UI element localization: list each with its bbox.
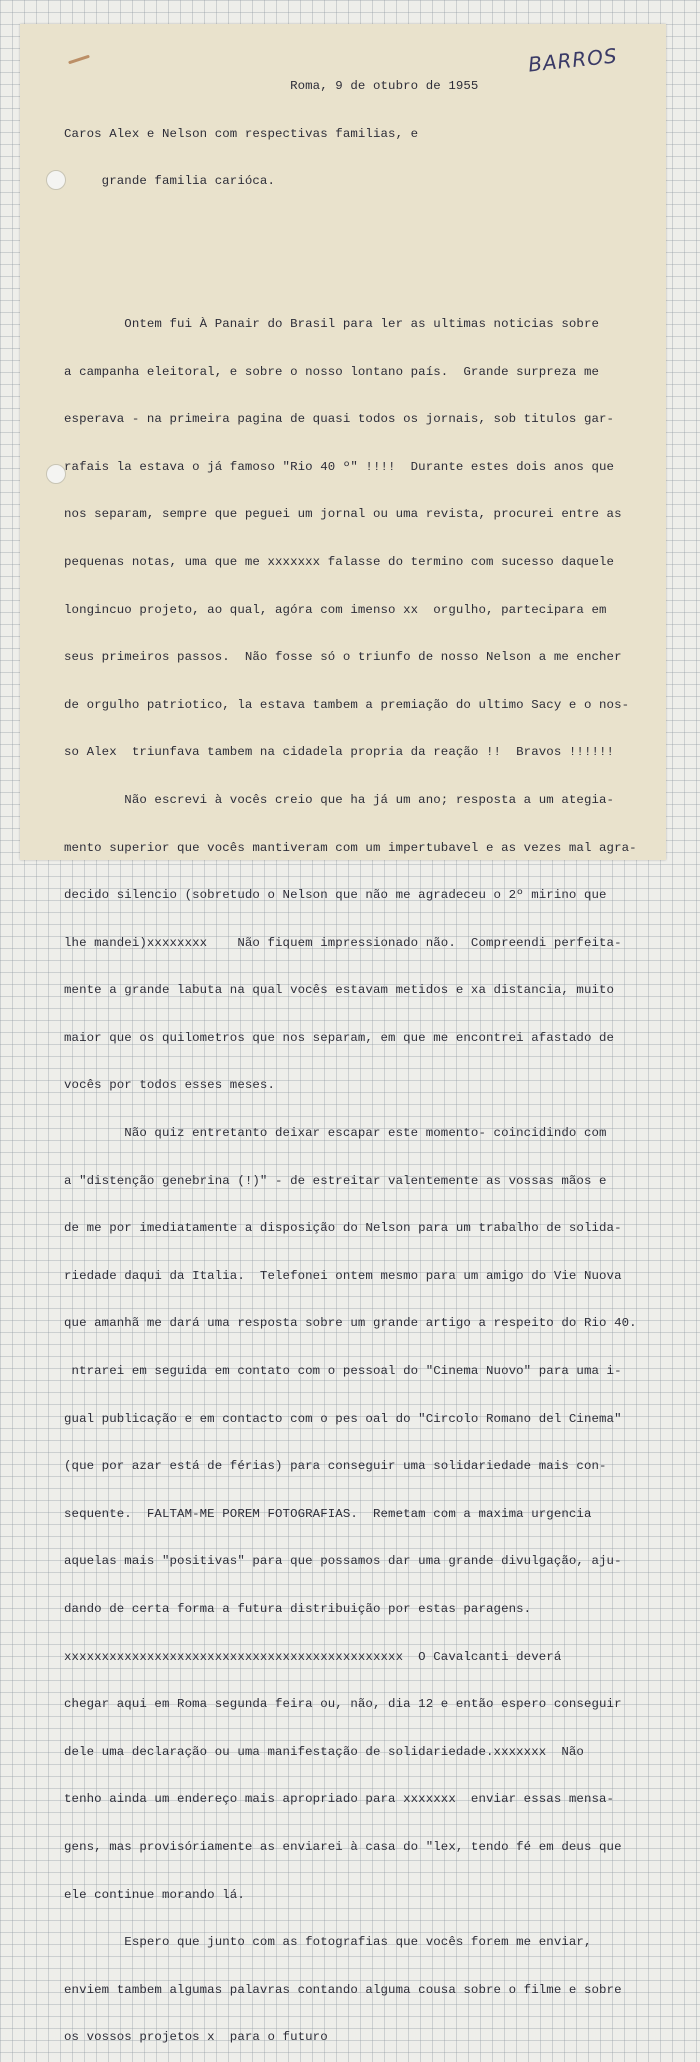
letter-line: Espero que junto com as fotografias que vocês forem me enviar, <box>64 1935 592 1950</box>
letter-line: esperava - na primeira pagina de quasi todos os jornais, sob titulos gar- <box>64 412 615 427</box>
letter-line: lhe mandei)xxxxxxxx Não fiquem impressionado não. Compreendi perfeita- <box>64 935 622 950</box>
letter-line: riedade daqui da Italia. Telefonei ontem mesmo para um amigo do Vie Nuova <box>64 1268 622 1283</box>
letter-line: longincuo projeto, ao qual, agóra com imenso xx orgulho, partecipara em <box>64 602 607 617</box>
letter-line: dele uma declaração ou uma manifestação de solidariedade.xxxxxxx Não <box>64 1744 584 1759</box>
letter-line: a "distenção genebrina (!)" - de estreitar valentemente as vossas mãos e <box>64 1173 607 1188</box>
letter-line: ntrarei em seguida em contato com o pessoal do "Cinema Nuovo" para uma i- <box>64 1364 622 1379</box>
letter-line: sequente. FALTAM-ME POREM FOTOGRAFIAS. Remetam com a maxima urgencia <box>64 1506 592 1521</box>
letter-line: gual publicação e em contacto com o pes oal do "Circolo Romano del Cinema" <box>64 1411 622 1426</box>
letter-line: mento superior que vocês mantiveram com um impertubavel e as vezes mal agra- <box>64 840 637 855</box>
letter-line: rafais la estava o já famoso "Rio 40 º" !!!! Durante estes dois anos que <box>64 459 615 474</box>
letter-line <box>64 220 664 240</box>
letter-line: nos separam, sempre que peguei um jornal ou uma revista, procurei entre as <box>64 507 622 522</box>
letter-line: grande familia carióca. <box>64 174 275 189</box>
letter-line: de orgulho patriotico, la estava tambem a premiação do ultimo Sacy e o nos- <box>64 697 630 712</box>
letter-line: gens, mas provisóriamente as enviarei à casa do "lex, tendo fé em deus que <box>64 1839 622 1854</box>
letter-line: Roma, 9 de otubro de 1955 <box>64 79 479 93</box>
letter-line: maior que os quilometros que nos separam, em que me encontrei afastado de <box>64 1030 615 1045</box>
letter-line: Não quiz entretanto deixar escapar este momento- coincidindo com <box>64 1126 607 1141</box>
letter-line: decido silencio (sobretudo o Nelson que não me agradeceu o 2º mirino que <box>64 888 607 903</box>
letter-line <box>64 267 664 287</box>
letter-line: enviem tambem algumas palavras contando alguma cousa sobre o filme e sobre <box>64 1982 622 1997</box>
letter-line: pequenas notas, uma que me xxxxxxx falasse do termino com sucesso daquele <box>64 554 615 569</box>
letter-line: vocês por todos esses meses. <box>64 1078 275 1093</box>
letter-line: a campanha eleitoral, e sobre o nosso lontano país. Grande surpreza me <box>64 364 600 379</box>
letter-line: aquelas mais "positivas" para que possamos dar uma grande divulgação, aju- <box>64 1554 622 1569</box>
letter-line: mente a grande labuta na qual vocês estavam metidos e xa distancia, muito <box>64 983 615 998</box>
punch-hole <box>46 464 66 484</box>
letter-line: os vossos projetos x para o futuro <box>64 2030 328 2045</box>
letter-line: de me por imediatamente a disposição do Nelson para um trabalho de solida- <box>64 1221 622 1236</box>
handwritten-annotation: BARROS <box>526 43 619 77</box>
letter-line: ele continue morando lá. <box>64 1887 245 1902</box>
letter-line: so Alex triunfava tambem na cidadela propria da reação !! Bravos !!!!!! <box>64 745 615 760</box>
punch-hole <box>46 170 66 190</box>
letter-line: xxxxxxxxxxxxxxxxxxxxxxxxxxxxxxxxxxxxxxxxxxxxx O Cavalcanti deverá <box>64 1649 562 1664</box>
letter-line: que amanhã me dará uma resposta sobre um grande artigo a respeito do Rio 40. <box>64 1316 637 1331</box>
letter-line: seus primeiros passos. Não fosse só o triunfo de nosso Nelson a me encher <box>64 650 622 665</box>
letter-line: Caros Alex e Nelson com respectivas familias, e <box>64 126 419 141</box>
letter-line: chegar aqui em Roma segunda feira ou, não, dia 12 e então espero conseguir <box>64 1697 622 1712</box>
letter-line: Não escrevi à vocês creio que ha já um ano; resposta a um ategia- <box>64 792 615 807</box>
letter-line: Ontem fui À Panair do Brasil para ler as ultimas noticias sobre <box>64 316 600 331</box>
letter-body <box>64 49 664 2062</box>
letter-line: dando de certa forma a futura distribuição por estas paragens. <box>64 1602 532 1616</box>
letter-line: tenho ainda um endereço mais apropriado para xxxxxxx enviar essas mensa- <box>64 1792 615 1807</box>
letter-line: (que por azar está de férias) para conseguir uma solidariedade mais con- <box>64 1459 607 1474</box>
